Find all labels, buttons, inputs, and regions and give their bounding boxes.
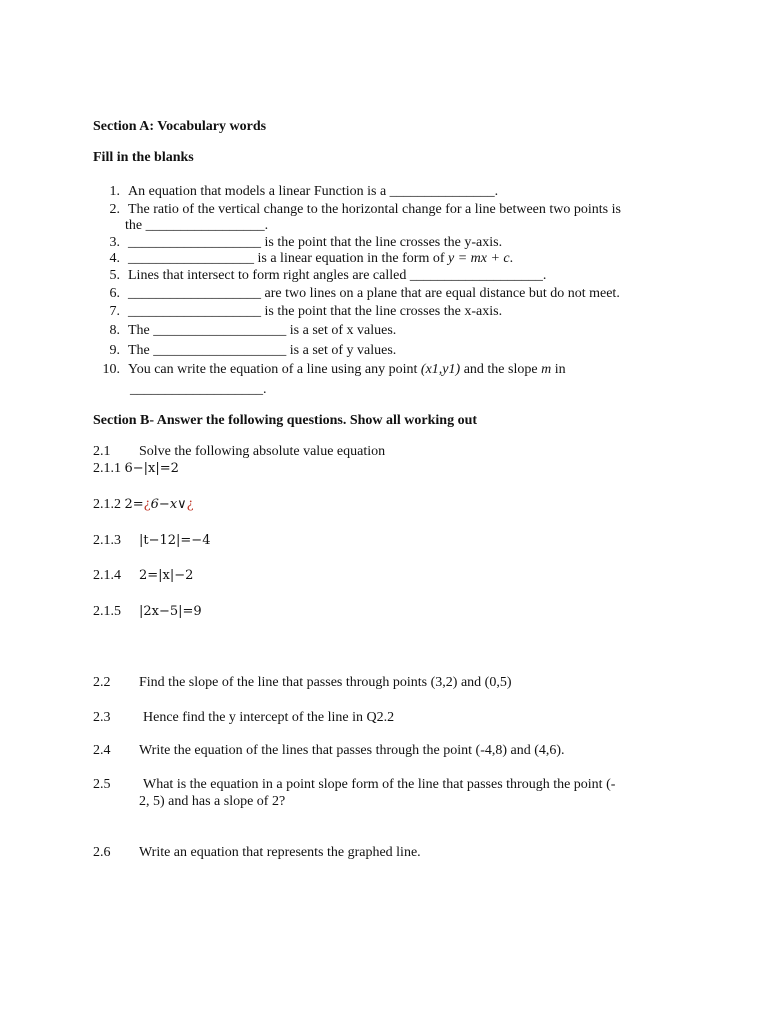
question-number: 2.1.2 [93, 497, 121, 512]
question-text: Solve the following absolute value equation [139, 444, 386, 459]
question-number: 2.6 [93, 845, 111, 860]
equation-middle: 6−x∨ [150, 497, 187, 512]
point-notation: (x1,y1) [420, 362, 461, 377]
question-number: 2.1 [93, 444, 111, 459]
vocab-item-9 [93, 343, 396, 359]
question-number: 2.5 [93, 777, 111, 792]
item-number: 2. [109, 202, 120, 217]
question-2-1-2 [93, 497, 194, 513]
item-text-end: in [551, 362, 566, 377]
item-number: 4. [109, 251, 120, 266]
vocab-item-7 [93, 304, 502, 320]
item-text: ___________________ are two lines on a plane that are equal distance but do not meet. [128, 286, 620, 301]
vocab-item-8 [93, 323, 396, 339]
item-text-end: . [509, 251, 514, 266]
question-number: 2.1.1 [93, 461, 121, 476]
item-number: 7. [109, 304, 120, 319]
question-number: 2.1.3 [93, 533, 121, 548]
vocab-item-2-continued: the _________________. [125, 218, 269, 233]
question-2-6 [93, 845, 421, 861]
question-number: 2.4 [93, 743, 111, 758]
item-text: ___________________ is the point that the line crosses the y-axis. [128, 235, 503, 250]
question-text: Find the slope of the line that passes through points (3,2) and (0,5) [139, 675, 512, 690]
vocab-item-10-continued: ___________________. [130, 382, 267, 397]
vocab-item-5 [93, 268, 546, 284]
equation: 2=|x|−2 [139, 568, 194, 583]
question-2-1-1 [93, 461, 179, 477]
item-number: 6. [109, 286, 120, 301]
section-a-heading: Section A: Vocabulary words [93, 119, 267, 134]
question-number: 2.2 [93, 675, 111, 690]
question-2-3 [93, 710, 394, 726]
vocab-item-1 [93, 184, 498, 200]
item-text: __________________ is a linear equation in the form of [128, 251, 448, 266]
equation: 6−|x|=2 [124, 461, 179, 476]
item-number: 8. [109, 323, 120, 338]
question-text: Write an equation that represents the graphed line. [139, 845, 421, 860]
question-2-1-5 [93, 604, 202, 620]
equation [125, 497, 194, 512]
item-text: You can write the equation of a line using any point [128, 362, 421, 377]
equation-glyph-1: ¿ [143, 497, 151, 512]
fill-blanks-subheading: Fill in the blanks [93, 150, 194, 165]
vocab-item-10 [93, 362, 566, 378]
section-b-heading: Section B- Answer the following questions. Show all working out [93, 413, 478, 428]
question-text: Write the equation of the lines that passes through the point (-4,8) and (4,6). [139, 743, 565, 758]
item-text: The ___________________ is a set of y values. [128, 343, 397, 358]
item-text-mid: and the slope [460, 362, 542, 377]
item-number: 9. [109, 343, 120, 358]
item-text: An equation that models a linear Function is a _______________. [128, 184, 499, 199]
item-text: Lines that intersect to form right angles are called ___________________. [128, 268, 547, 283]
item-number: 5. [109, 268, 120, 283]
item-number: 10. [102, 362, 120, 377]
item-text: ___________________ is the point that the line crosses the x-axis. [128, 304, 503, 319]
item-text: The ratio of the vertical change to the horizontal change for a line between two points is [128, 202, 621, 217]
question-2-1-4 [93, 568, 193, 584]
question-2-1 [93, 444, 385, 460]
item-number: 3. [109, 235, 120, 250]
equation-start: 2= [124, 497, 144, 512]
question-2-4 [93, 743, 565, 759]
question-text: What is the equation in a point slope form of the line that passes through the point (- [143, 777, 616, 792]
equation: |2x−5|=9 [139, 604, 202, 619]
equation: |t−12|=−4 [139, 533, 211, 548]
question-2-2 [93, 675, 512, 691]
slope-symbol: m [541, 362, 552, 377]
equation-glyph-2: ¿ [186, 497, 194, 512]
vocab-item-6 [93, 286, 620, 302]
item-number: 1. [109, 184, 120, 199]
formula: y = mx + c [448, 251, 510, 266]
question-text: Hence find the y intercept of the line in Q2.2 [143, 710, 395, 725]
vocab-item-4 [93, 251, 513, 267]
question-number: 2.1.5 [93, 604, 121, 619]
question-2-5 [93, 777, 615, 793]
question-2-5-continued: 2, 5) and has a slope of 2? [139, 794, 286, 809]
item-text: The ___________________ is a set of x values. [128, 323, 397, 338]
question-number: 2.1.4 [93, 568, 121, 583]
question-2-1-3 [93, 533, 210, 549]
question-number: 2.3 [93, 710, 111, 725]
vocab-item-3 [93, 235, 502, 251]
vocab-item-2 [93, 202, 621, 218]
